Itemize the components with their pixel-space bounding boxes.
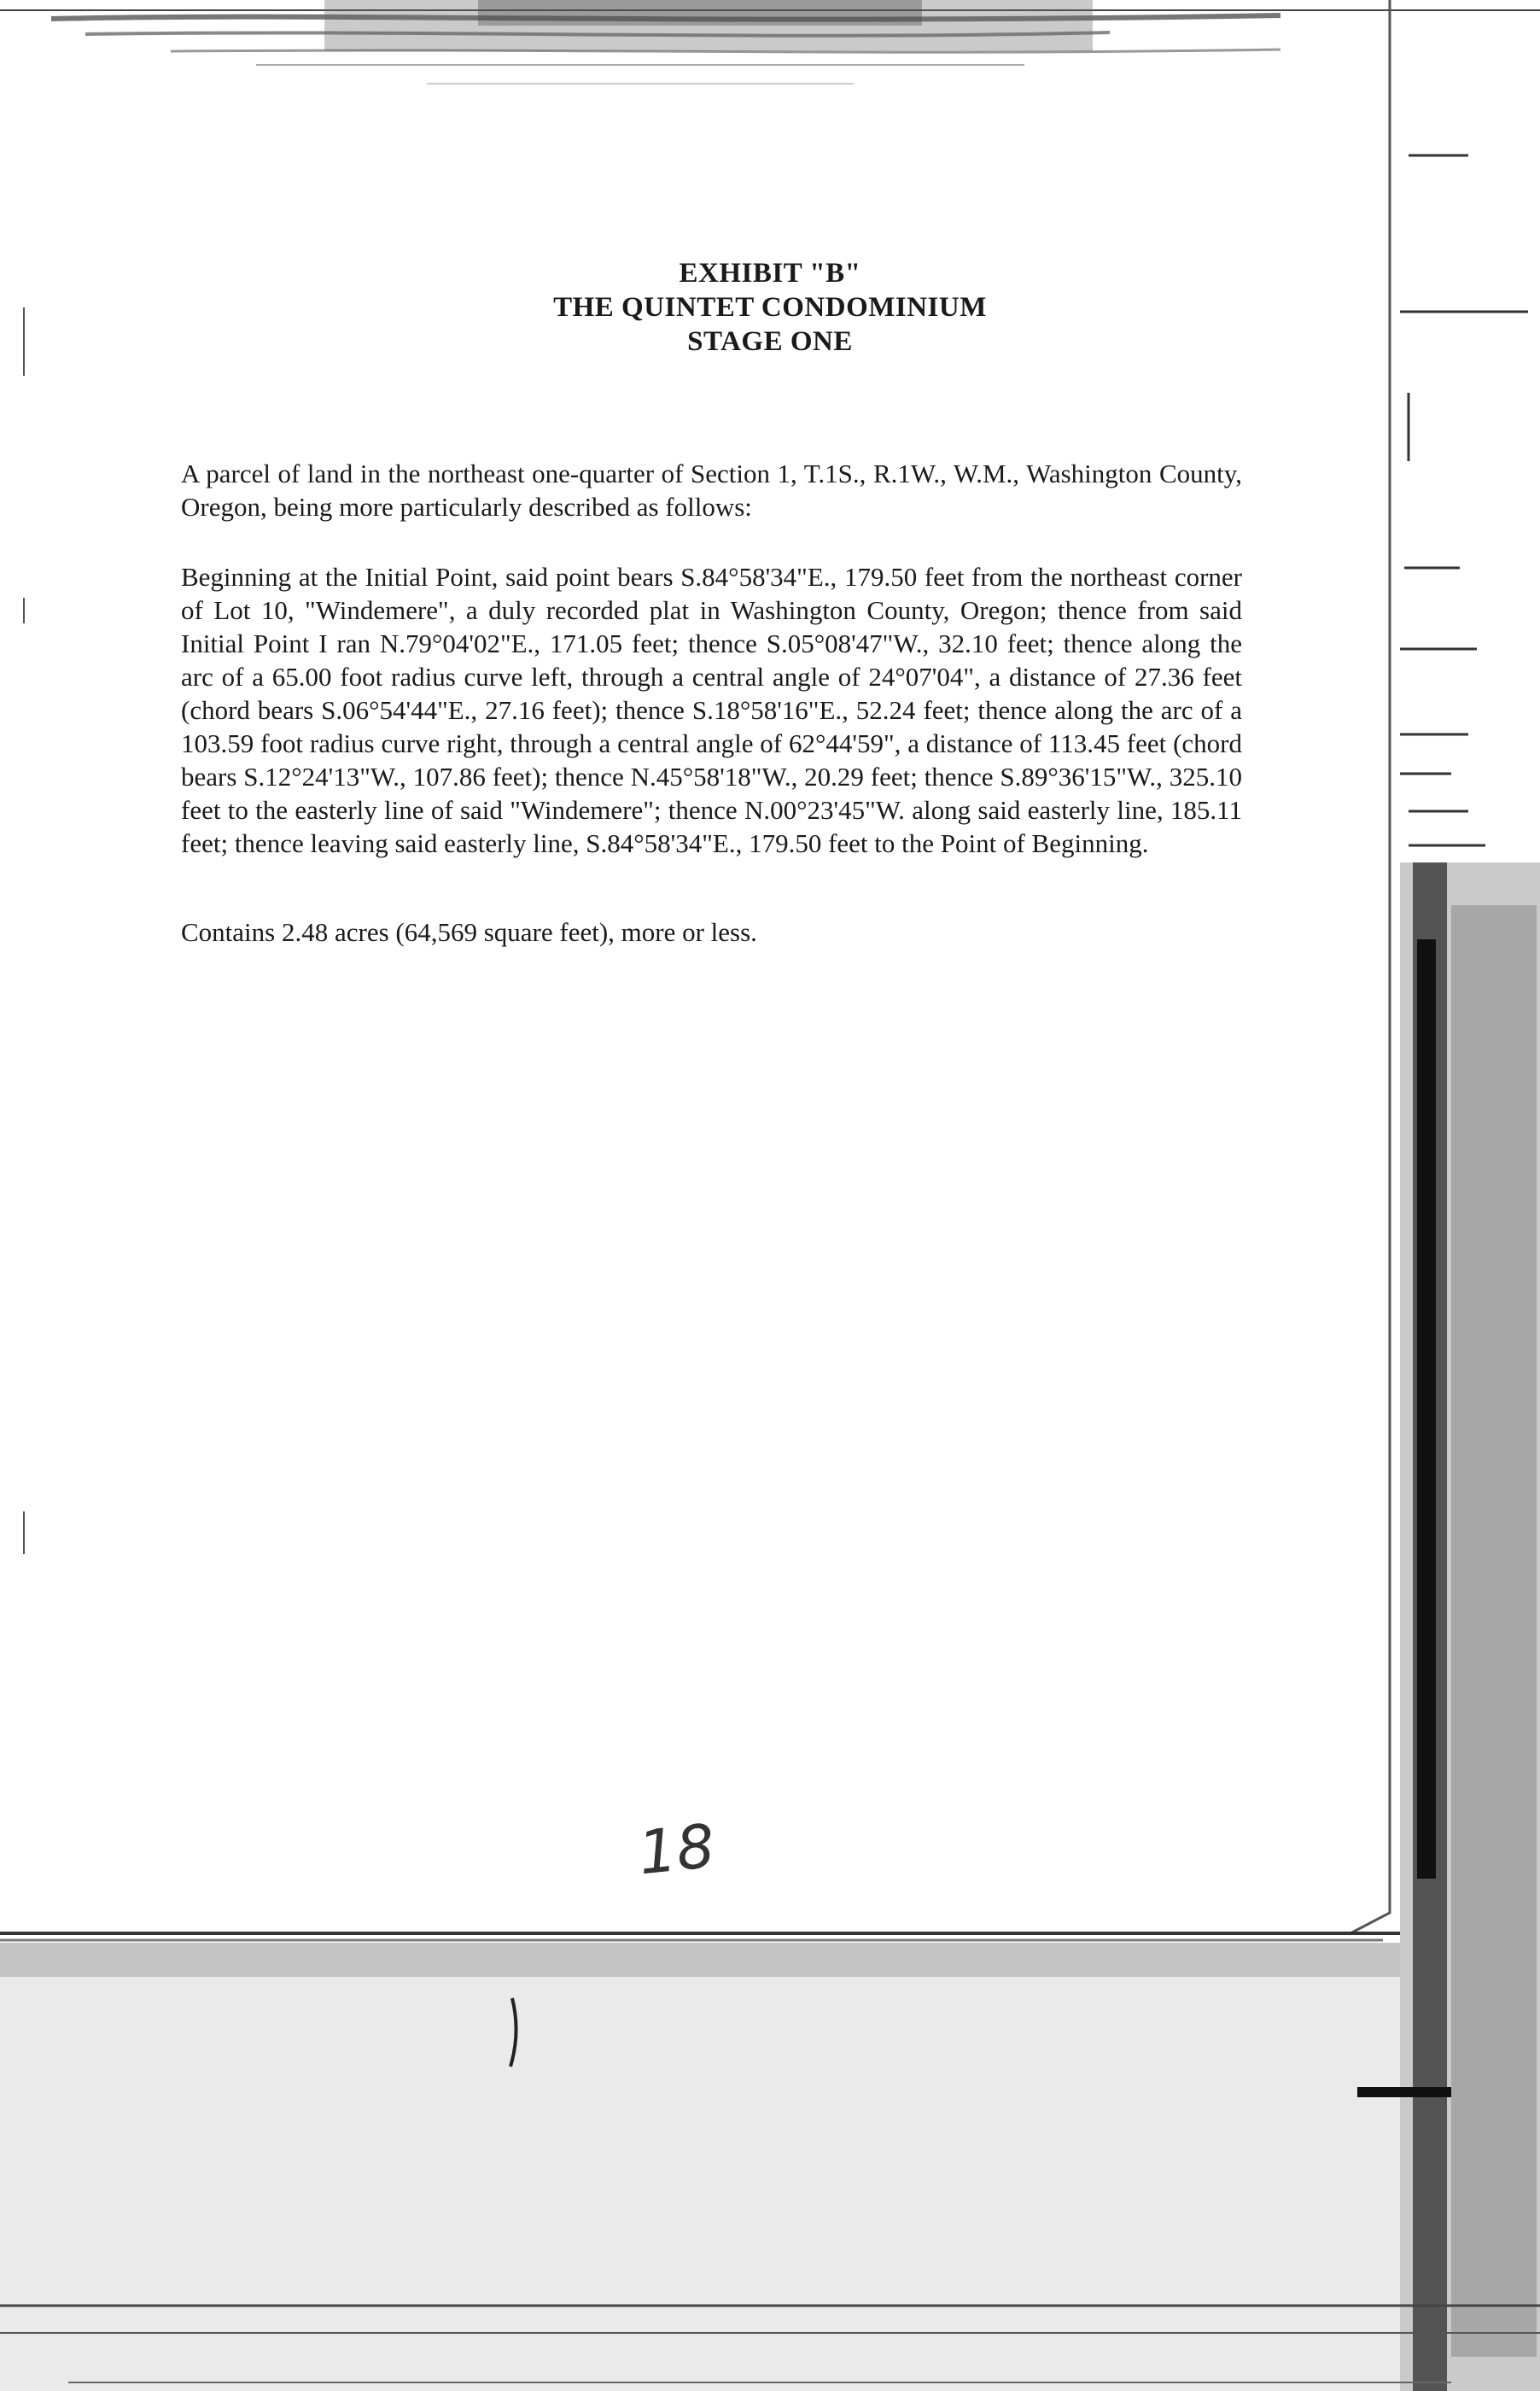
legal-description-paragraph: Beginning at the Initial Point, said point bears S.84°58'34"E., 179.50 feet from the northeast corner of Lot 10, "Windemere", a duly recorded plat in Washington County, Oregon; thence from said Initial Point I ran N.79°04'02"E., 171.05 feet; thence S.05°08'47"W., 32.10 feet; thence along the arc of a 65.00 foot radius curve left, through a central angle of 24°07'04", a distance of 27.36 feet (chord bears S.06°54'44"E., 27.16 feet); thence S.18°58'16"E., 52.24 feet; thence along the arc of a 103.59 foot radius curve right, through a central angle of 62°44'59", a distance of 113.45 feet (chord bears S.12°24'13"W., 107.86 feet); thence N.45°58'18"W., 20.29 feet; thence S.89°36'15"W., 325.10 feet to the easterly line of said "Windemere"; thence N.00°23'45"W. along said easterly line, 185.11 feet; thence leaving said easterly line, S.84°58'34"E., 179.50 feet to the Point of Beginning.	[181, 562, 1242, 858]
condominium-name: THE QUINTET CONDOMINIUM	[553, 292, 987, 323]
exhibit-title-block	[0, 256, 1540, 359]
parcel-intro-paragraph: A parcel of land in the northeast one-quarter of Section 1, T.1S., R.1W., W.M., Washington County, Oregon, being more particularly described as follows:	[181, 459, 1242, 522]
area-paragraph: Contains 2.48 acres (64,569 square feet), more or less.	[181, 917, 757, 947]
handwritten-page-number: 18	[634, 1810, 719, 1889]
exhibit-title: EXHIBIT "B"	[679, 258, 861, 289]
stage-label: STAGE ONE	[687, 326, 853, 357]
